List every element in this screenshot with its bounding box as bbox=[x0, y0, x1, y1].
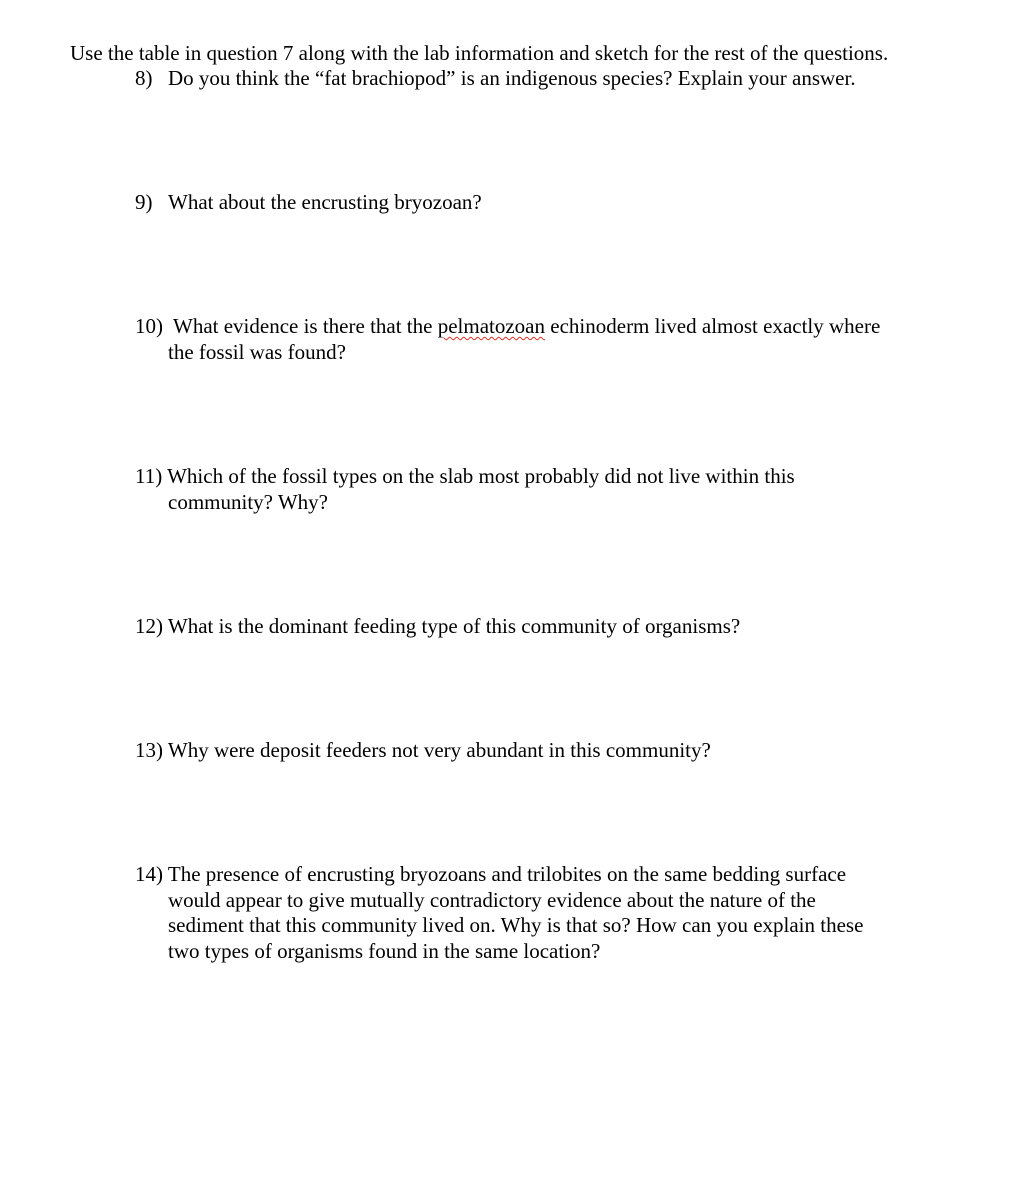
question-text: Do you think the “fat brachiopod” is an indigenous species? Explain your answer. bbox=[168, 66, 856, 90]
question-text-continued: community? Why? bbox=[168, 489, 328, 514]
question-text-continued: two types of organisms found in the same location? bbox=[168, 938, 601, 963]
question-number: 12) bbox=[135, 614, 163, 638]
question-12 bbox=[135, 614, 925, 640]
instructions-text: Use the table in question 7 along with the lab information and sketch for the rest of the questions. bbox=[70, 41, 889, 65]
question-text-continued: the fossil was found? bbox=[168, 339, 346, 364]
question-text: Why were deposit feeders not very abundant in this community? bbox=[167, 738, 711, 762]
question-number: 9) bbox=[135, 190, 153, 214]
question-14 bbox=[135, 862, 925, 964]
question-number: 13) bbox=[135, 738, 163, 762]
question-text: What evidence is there that the bbox=[173, 314, 438, 338]
question-text: Which of the fossil types on the slab most probably did not live within this bbox=[167, 464, 795, 488]
question-text: The presence of encrusting bryozoans and trilobites on the same bedding surface bbox=[167, 862, 847, 886]
question-10 bbox=[135, 314, 925, 365]
question-number: 10) bbox=[135, 314, 163, 338]
question-8 bbox=[135, 66, 925, 92]
question-number: 8) bbox=[135, 66, 153, 90]
question-text: What about the encrusting bryozoan? bbox=[168, 190, 482, 214]
question-text: What is the dominant feeding type of this community of organisms? bbox=[167, 614, 741, 638]
question-11 bbox=[135, 464, 925, 515]
question-text: echinoderm lived almost exactly where bbox=[545, 314, 881, 338]
spellcheck-flagged-word: pelmatozoan bbox=[437, 314, 546, 338]
question-text-continued: sediment that this community lived on. Why is that so? How can you explain these bbox=[168, 913, 864, 937]
question-number: 14) bbox=[135, 862, 163, 886]
question-text-continued: would appear to give mutually contradictory evidence about the nature of the bbox=[168, 887, 816, 912]
question-number: 11) bbox=[135, 464, 163, 488]
question-13 bbox=[135, 738, 925, 764]
question-9 bbox=[135, 190, 925, 216]
